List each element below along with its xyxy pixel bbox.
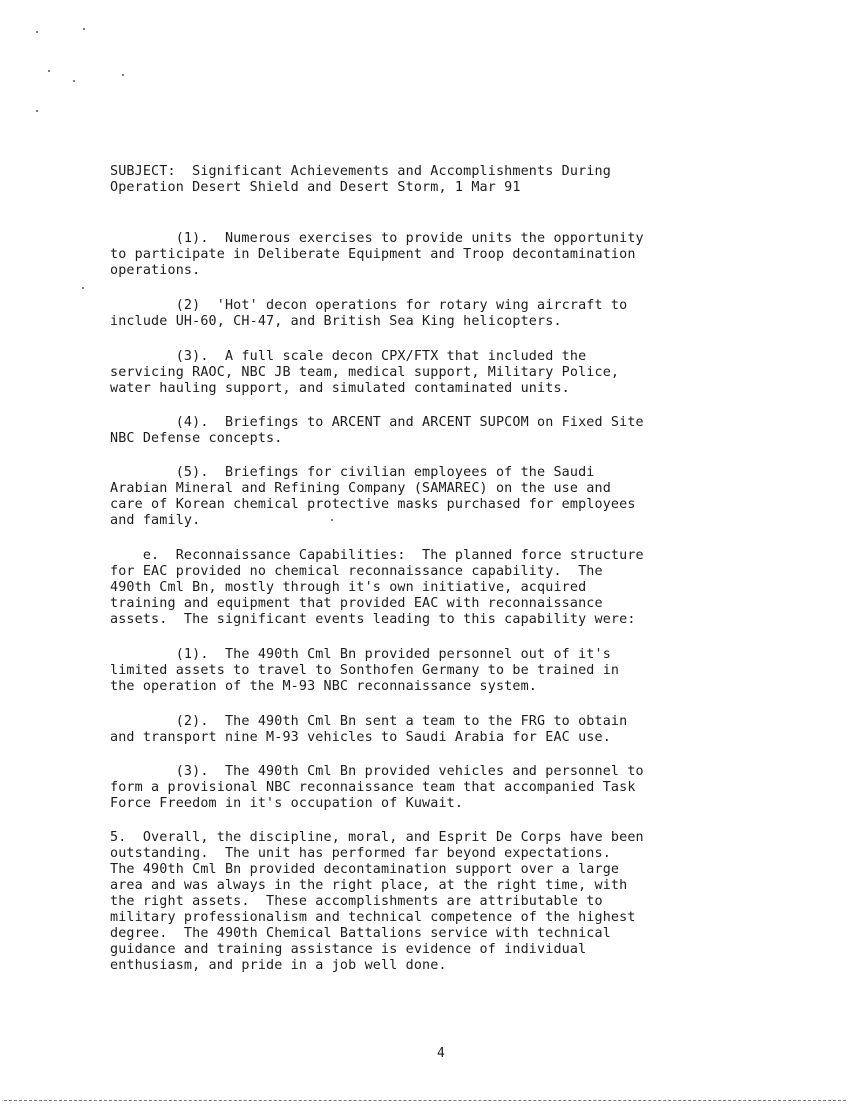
paragraph-line: for EAC provided no chemical reconnaissance capability. The [110,564,603,579]
scan-speck [122,74,124,76]
bottom-edge-rule [4,1100,846,1101]
paragraph-line: enthusiasm, and pride in a job well done. [110,958,447,973]
paragraph-line: 490th Cml Bn, mostly through it's own initiative, acquired [110,580,587,595]
paragraph-line: area and was always in the right place, at the right time, with [110,878,628,893]
scan-speck [36,31,38,33]
paragraph-line: care of Korean chemical protective masks purchased for employees [110,497,636,512]
paragraph-line: training and equipment that provided EAC with reconnaissance [110,596,603,611]
paragraph-line: and transport nine M-93 vehicles to Saudi Arabia for EAC use. [110,730,611,745]
paragraph-line: 5. Overall, the discipline, moral, and Esprit De Corps have been [110,830,644,845]
subject-line: SUBJECT: Significant Achievements and Accomplishments During [110,164,611,179]
paragraph-line: include UH-60, CH-47, and British Sea King helicopters. [110,314,562,329]
paragraph-line: e. Reconnaissance Capabilities: The planned force structure [110,548,644,563]
paragraph-line: (3). The 490th Cml Bn provided vehicles and personnel to [110,764,644,779]
scan-speck [73,80,75,82]
paragraph-line: and family. [110,513,201,528]
paragraph-line: limited assets to travel to Sonthofen Germany to be trained in [110,663,620,678]
paragraph-line: (4). Briefings to ARCENT and ARCENT SUPCOM on Fixed Site [110,415,644,430]
paragraph-line: operations. [110,263,201,278]
paragraph-line: outstanding. The unit has performed far beyond expectations. [110,846,611,861]
paragraph-line: (1). The 490th Cml Bn provided personnel out of it's [110,647,611,662]
scan-speck [48,70,50,72]
paragraph-line: (2) 'Hot' decon operations for rotary wing aircraft to [110,298,628,313]
paragraph-line: The 490th Cml Bn provided decontamination support over a large [110,862,620,877]
paragraph-line: (1). Numerous exercises to provide units the opportunity [110,231,644,246]
paragraph-line: to participate in Deliberate Equipment and Troop decontamination [110,247,636,262]
paragraph-line: degree. The 490th Chemical Battalions service with technical [110,926,611,941]
paragraph-line: Force Freedom in it's occupation of Kuwait. [110,796,464,811]
paragraph-line: guidance and training assistance is evidence of individual [110,942,587,957]
scan-speck [331,519,333,521]
paragraph-line: (2). The 490th Cml Bn sent a team to the FRG to obtain [110,714,628,729]
paragraph-line: form a provisional NBC reconnaissance team that accompanied Task [110,780,636,795]
scan-speck [36,110,38,112]
paragraph-line: servicing RAOC, NBC JB team, medical support, Military Police, [110,365,620,380]
paragraph-line: Arabian Mineral and Refining Company (SAMAREC) on the use and [110,481,611,496]
paragraph-line: military professionalism and technical competence of the highest [110,910,636,925]
paragraph-line: (5). Briefings for civilian employees of the Saudi [110,465,595,480]
paragraph-line: (3). A full scale decon CPX/FTX that included the [110,349,587,364]
paragraph-line: assets. The significant events leading to this capability were: [110,612,636,627]
paragraph-line: water hauling support, and simulated contaminated units. [110,381,570,396]
paragraph-line: NBC Defense concepts. [110,431,283,446]
subject-line: Operation Desert Shield and Desert Storm, 1 Mar 91 [110,180,521,195]
paragraph-line: the operation of the M-93 NBC reconnaissance system. [110,679,538,694]
page-number: 4 [437,1046,445,1061]
scan-speck [83,28,85,30]
paragraph-line: the right assets. These accomplishments are attributable to [110,894,603,909]
scan-speck [82,287,84,289]
